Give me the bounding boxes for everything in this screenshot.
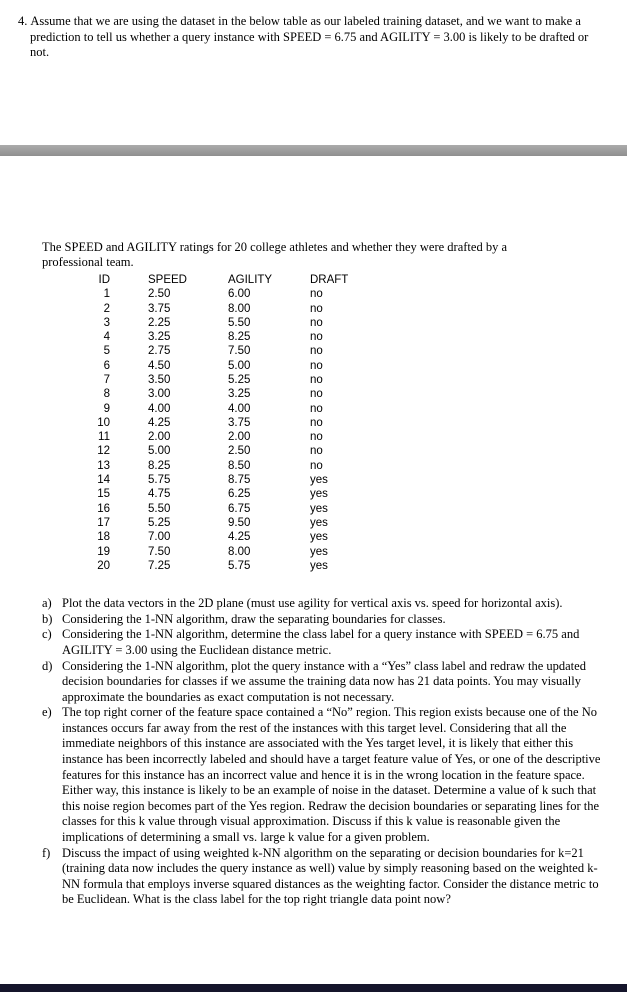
table-row	[80, 416, 627, 430]
table-cell: 3.00	[148, 388, 171, 401]
subquestion-text: Discuss the impact of using weighted k-NN algorithm on the separating or decision boundaries for k=21 (training data now includes the query instance as well) value by simply reasoning based on the weighted k-NN formula that employs inverse squared distances as the weighting factor. Consider the distance metric to be Euclidean. What is the class label for the top right triangle data point now?	[62, 845, 599, 907]
subquestion-label: f)	[42, 845, 51, 860]
table-header-row	[80, 273, 627, 287]
table-cell: 6.75	[228, 502, 251, 515]
section-divider-bar	[0, 145, 627, 156]
table-cell: 4.75	[148, 488, 171, 501]
table-cell: 5.25	[228, 373, 251, 386]
table-column-header: SPEED	[148, 273, 187, 286]
table-cell: 2.50	[148, 288, 171, 301]
table-cell: 9.50	[228, 516, 251, 529]
subquestion-text: The top right corner of the feature space contained a “No” region. This region exists because one of the No instances occurs far away from the rest of the instances with this target level. Considering that all the immediate neighbors of this instance are associated with the Yes target level, it is likely that either this instance has been incorrectly labeled and should have a target feature value of Yes, or one of the descriptive features for this instance has an incorrect value and hence it is in the wrong location in the feature space. Either way, this instance is likely to be an example of noise in the dataset. Determine a value of k such that this noise region becomes part of the Yes region. Redraw the decision boundaries or separating lines for the classes for this k value through visual approximation. Discuss if this k value is reasonable given the implications of determining a small vs. large k value for a given problem.	[62, 705, 601, 845]
table-cell: no	[310, 402, 323, 415]
table-cell: 8.25	[148, 459, 171, 472]
table-cell: 6	[103, 359, 110, 372]
table-cell: 4.00	[228, 402, 251, 415]
table-cell: no	[310, 359, 323, 372]
table-cell: 6.00	[228, 288, 251, 301]
table-cell: 5.25	[148, 516, 171, 529]
table-column-header: ID	[98, 273, 110, 286]
table-cell: yes	[310, 545, 328, 558]
question-text: Assume that we are using the dataset in the below table as our labeled training dataset, and we want to make a prediction to tell us whether a query instance with SPEED = 6.75 and AGILITY = 3.00 is likely to be drafted or not.	[30, 14, 589, 59]
table-cell: no	[310, 459, 323, 472]
table-row	[80, 516, 627, 530]
table-cell: 19	[97, 545, 110, 558]
table-row	[80, 559, 627, 573]
table-cell: yes	[310, 516, 328, 529]
subquestion-item	[42, 846, 609, 908]
table-cell: no	[310, 302, 323, 315]
table-cell: 14	[97, 474, 110, 487]
table-cell: 7.25	[148, 559, 171, 572]
table-cell: 4.25	[228, 531, 251, 544]
table-cell: 17	[97, 516, 110, 529]
table-column-header: AGILITY	[228, 273, 273, 286]
subquestion-text: Plot the data vectors in the 2D plane (must use agility for vertical axis vs. speed for horizontal axis).	[62, 596, 563, 611]
subquestion-item	[42, 627, 609, 658]
subquestion-label: c)	[42, 627, 52, 642]
table-cell: 5.75	[228, 559, 251, 572]
table-cell: 4	[103, 331, 110, 344]
table-cell: 2.00	[228, 431, 251, 444]
table-cell: yes	[310, 531, 328, 544]
training-data-table	[80, 273, 627, 573]
table-cell: 9	[103, 402, 110, 415]
table-cell: 4.50	[148, 359, 171, 372]
table-cell: 2.50	[228, 445, 251, 458]
table-cell: no	[310, 445, 323, 458]
subquestion-item	[42, 596, 609, 612]
table-cell: 11	[98, 431, 110, 444]
table-row	[80, 545, 627, 559]
table-cell: 10	[97, 416, 110, 429]
table-cell: 12	[97, 445, 110, 458]
table-cell: 13	[97, 459, 110, 472]
question-heading	[18, 14, 606, 61]
table-row	[80, 287, 627, 301]
table-cell: 8.25	[228, 331, 251, 344]
table-cell: 5.00	[228, 359, 251, 372]
table-cell: 8.50	[228, 459, 251, 472]
subquestion-label: d)	[42, 658, 53, 673]
table-cell: 5.00	[148, 445, 171, 458]
table-cell: no	[310, 388, 323, 401]
table-cell: 5.50	[148, 502, 171, 515]
table-row	[80, 487, 627, 501]
table-cell: no	[310, 316, 323, 329]
table-cell: 5.75	[148, 474, 171, 487]
subquestion-label: a)	[42, 596, 52, 611]
table-cell: 3	[103, 316, 110, 329]
subquestion-text: Considering the 1-NN algorithm, plot the query instance with a “Yes” class label and redraw the updated decision boundaries for classes if we assume the training data now has 21 data points. You may visually approximate the boundaries as exact computation is not necessary.	[62, 658, 586, 704]
subquestion-text: Considering the 1-NN algorithm, draw the separating boundaries for classes.	[62, 611, 446, 626]
table-cell: 7.50	[228, 345, 251, 358]
table-row	[80, 316, 627, 330]
table-cell: 8	[103, 388, 110, 401]
table-cell: 3.75	[228, 416, 251, 429]
table-cell: 20	[97, 559, 110, 572]
subquestion-list	[42, 596, 609, 908]
subquestion-text: Considering the 1-NN algorithm, determine the class label for a query instance with SPEED = 6.75 and AGILITY = 3.00 using the Euclidean distance metric.	[62, 627, 580, 657]
table-cell: 1	[103, 288, 110, 301]
table-cell: 2.00	[148, 431, 171, 444]
subquestion-label: b)	[42, 611, 53, 626]
table-cell: 5.50	[228, 316, 251, 329]
table-cell: 3.25	[148, 331, 171, 344]
subquestion-item	[42, 659, 609, 706]
table-cell: 18	[97, 531, 110, 544]
table-cell: 8.00	[228, 302, 251, 315]
table-row	[80, 530, 627, 544]
table-caption: The SPEED and AGILITY ratings for 20 college athletes and whether they were drafted by a professional team.	[42, 239, 508, 269]
table-cell: 5	[103, 345, 110, 358]
table-row	[80, 387, 627, 401]
table-cell: no	[310, 373, 323, 386]
table-cell: 7.50	[148, 545, 171, 558]
table-row	[80, 430, 627, 444]
table-cell: yes	[310, 502, 328, 515]
table-cell: 16	[97, 502, 110, 515]
table-row	[80, 359, 627, 373]
table-row	[80, 459, 627, 473]
table-row	[80, 402, 627, 416]
subquestion-item	[42, 705, 609, 845]
table-row	[80, 444, 627, 458]
table-cell: no	[310, 288, 323, 301]
table-cell: no	[310, 416, 323, 429]
table-cell: 7.00	[148, 531, 171, 544]
table-cell: 3.25	[228, 388, 251, 401]
table-cell: 4.25	[148, 416, 171, 429]
table-cell: 3.50	[148, 373, 171, 386]
table-cell: 8.75	[228, 474, 251, 487]
question-number: 4.	[18, 14, 28, 28]
subquestion-item	[42, 612, 609, 628]
table-cell: yes	[310, 488, 328, 501]
table-cell: no	[310, 345, 323, 358]
bottom-window-edge	[0, 984, 627, 992]
subquestion-label: e)	[42, 705, 52, 720]
table-row	[80, 344, 627, 358]
table-row	[80, 373, 627, 387]
table-cell: 2.75	[148, 345, 171, 358]
table-cell: 15	[97, 488, 110, 501]
table-cell: no	[310, 431, 323, 444]
table-cell: 2	[103, 302, 110, 315]
table-cell: 8.00	[228, 545, 251, 558]
table-row	[80, 502, 627, 516]
table-cell: yes	[310, 559, 328, 572]
table-cell: 2.25	[148, 316, 171, 329]
table-column-header: DRAFT	[310, 273, 349, 286]
table-cell: 3.75	[148, 302, 171, 315]
table-cell: 6.25	[228, 488, 251, 501]
table-row	[80, 473, 627, 487]
table-row	[80, 302, 627, 316]
table-cell: 4.00	[148, 402, 171, 415]
table-cell: yes	[310, 474, 328, 487]
table-cell: no	[310, 331, 323, 344]
table-row	[80, 330, 627, 344]
table-cell: 7	[103, 373, 110, 386]
